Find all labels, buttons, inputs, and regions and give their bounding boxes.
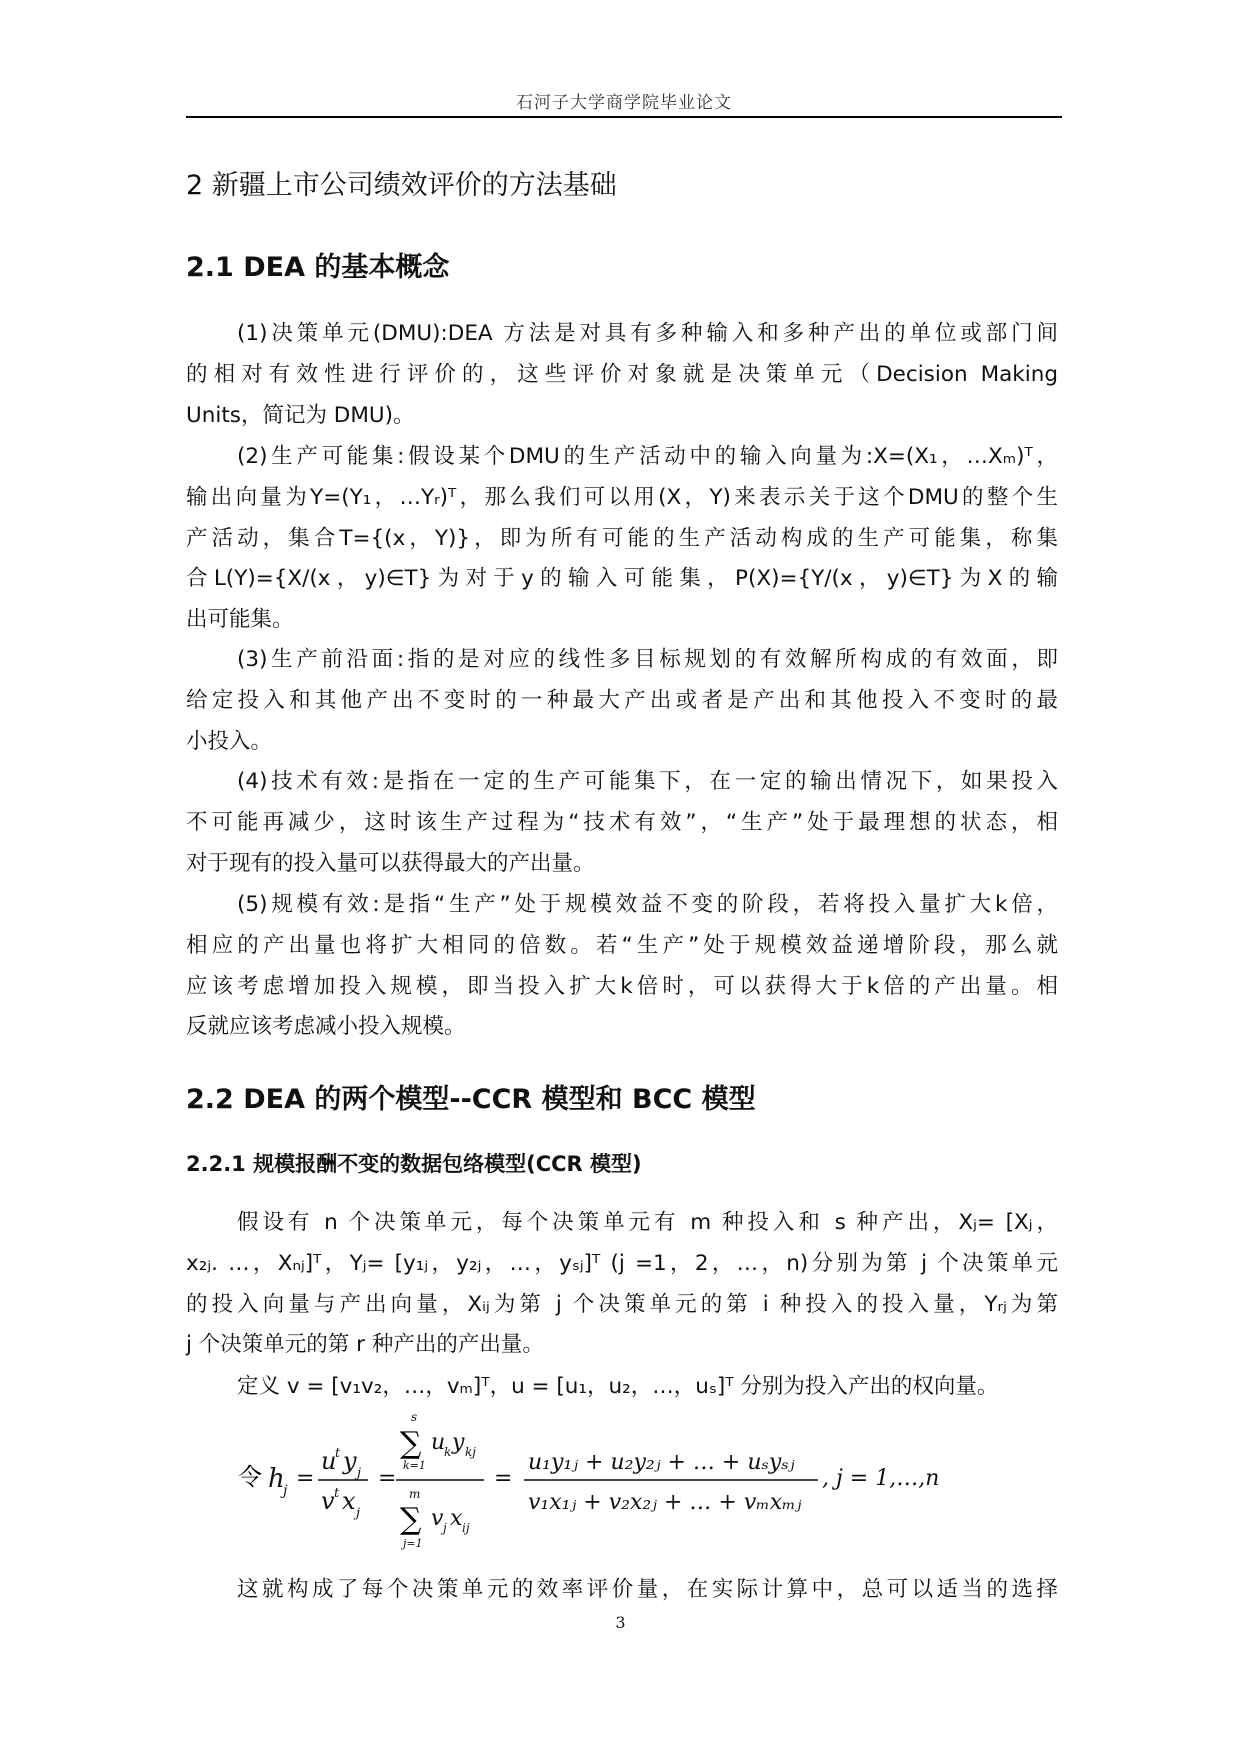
paragraph-weight-definition [186, 1367, 1058, 1408]
formula-y: y [343, 1447, 357, 1475]
paragraph-line: 反就应该考虑减小投入规模。 [186, 1014, 466, 1040]
sum-num-u: u [431, 1430, 446, 1455]
paragraph-line: j 个决策单元的第 r 种产出的产出量。 [186, 1332, 544, 1358]
formula-eq: = [296, 1466, 315, 1491]
formula-y-sub: j [357, 1466, 362, 1481]
sum-den-v: v [431, 1506, 444, 1531]
sum-den-j: j [443, 1521, 447, 1535]
sum-den-x: x [450, 1506, 463, 1531]
paragraph-line: 的投入向量与产出向量，Xᵢⱼ为第 j 个决策单元的第 i 种投入的投入量，Yᵣⱼ为第 [186, 1291, 1058, 1317]
paragraph-line: 应该考虑增加投入规模，即当投入扩大k倍时，可以获得大于k倍的产出量。相 [186, 973, 1058, 999]
paragraph-line: 出可能集。 [186, 607, 294, 633]
sum-num-kj: kj [465, 1445, 476, 1459]
paragraph-line: 的相对有效性进行评价的，这些评价对象就是决策单元（Decision Making [186, 361, 1058, 387]
sum-symbol-top: ∑ [400, 1426, 422, 1461]
paragraph-line: 这就构成了每个决策单元的效率评价量，在实际计算中，总可以适当的选择 [237, 1577, 1058, 1602]
running-header: 石河子大学商学院毕业论文 [516, 93, 732, 113]
paragraph-line: 对于现有的投入量可以获得最大的产出量。 [186, 850, 595, 876]
paragraph-line: 小投入。 [186, 728, 273, 754]
paragraph-line: 不可能再减少，这时该生产过程为“技术有效”，“生产”处于最理想的状态，相 [186, 809, 1058, 835]
paragraph-line: 给定投入和其他产出不变时的一种最大产出或者是产出和其他投入不变时的最 [186, 687, 1058, 713]
formula-u: u [321, 1447, 337, 1475]
sum-den-ij: ij [462, 1521, 470, 1535]
paragraph-line: (1)决策单元(DMU):DEA 方法是对具有多种输入和多种产出的单位或部门间 [237, 321, 1058, 346]
formula-prefix: 令 [238, 1463, 262, 1491]
section-2-heading: 2 新疆上市公司绩效评价的方法基础 [186, 170, 617, 201]
formula-x: x [342, 1487, 356, 1515]
paragraph-line: 相应的产出量也将扩大相同的倍数。若“生产”处于规模效益递增阶段，那么就 [186, 932, 1058, 958]
paragraph-line: (5)规模有效:是指“生产”处于规模效益不变的阶段，若将投入量扩大k倍， [237, 892, 1058, 917]
header-rule [186, 116, 1062, 118]
sum-top-upper: s [411, 1410, 418, 1424]
section-2-2-heading: 2.2 DEA 的两个模型--CCR 模型和 BCC 模型 [186, 1084, 756, 1115]
formula-eq-3: = [494, 1466, 513, 1491]
sum-bot-upper: m [409, 1487, 421, 1501]
paragraph-technical-efficiency [186, 762, 1058, 884]
paragraph-dmu [186, 314, 1058, 436]
sum-num-k: k [444, 1445, 452, 1459]
sum-bot-lower: j=1 [403, 1537, 423, 1550]
paragraph-ccr-assumption [186, 1203, 1058, 1366]
paragraph-line: (4)技术有效:是指在一定的生产可能集下，在一定的输出情况下，如果投入 [237, 769, 1058, 794]
formula-graphic [238, 1405, 1068, 1555]
formula-h: h [268, 1464, 285, 1494]
paragraph-line: 合L(Y)={X/(x，y)∈T}为对于y的输入可能集，P(X)={Y/(x，y)∈T}为X的输 [186, 566, 1058, 592]
section-2-2-1-heading: 2.2.1 规模报酬不变的数据包络模型(CCR 模型) [186, 1152, 642, 1176]
paragraph-line: 假设有 n 个决策单元，每个决策单元有 m 种投入和 s 种产出，Xⱼ= [Xⱼ， [237, 1210, 1058, 1235]
sum-symbol-bottom: ∑ [400, 1502, 422, 1537]
paragraph-line: (3)生产前沿面:指的是对应的线性多目标规划的有效解所构成的有效面，即 [237, 647, 1058, 672]
formula-t-sup-2: t [334, 1486, 340, 1501]
formula-tail: , j = 1,…,n [822, 1466, 940, 1491]
formula-t-sup: t [335, 1446, 341, 1461]
formula-eq-2: = [378, 1466, 397, 1491]
sum-top-lower: k=1 [403, 1459, 426, 1472]
formula-h-sub: j [283, 1483, 288, 1499]
paragraph-scale-efficiency [186, 885, 1058, 1048]
formula-x-sub: j [356, 1506, 361, 1521]
paragraph-evaluation [186, 1570, 1058, 1611]
paragraph-production-set [186, 437, 1058, 641]
section-2-1-heading: 2.1 DEA 的基本概念 [186, 252, 450, 283]
paragraph-line: 产活动，集合T={(x，Y)}，即为所有可能的生产活动构成的生产可能集，称集 [186, 525, 1058, 551]
sum-num-y: y [452, 1430, 465, 1455]
expanded-numerator: u₁y₁ⱼ + u₂y₂ⱼ + … + uₛyₛⱼ [528, 1450, 795, 1475]
paragraph-line: x₂ⱼ. …，Xₙⱼ]ᵀ，Yⱼ= [y₁ⱼ，y₂ⱼ，…，yₛⱼ]ᵀ (j =1，2，…，n)分别为第 j 个决策单元 [186, 1250, 1058, 1276]
efficiency-formula [238, 1405, 1068, 1555]
paragraph-frontier [186, 640, 1058, 762]
paragraph-line: 输出向量为Y=(Y₁，…Yᵣ)ᵀ，那么我们可以用(X，Y)来表示关于这个DMU的整个生 [186, 484, 1058, 510]
paragraph-line: 定义 v = [v₁v₂，…，vₘ]ᵀ，u = [u₁，u₂，…，uₛ]ᵀ 分别为投入产出的权向量。 [237, 1374, 999, 1399]
paragraph-line: Units，简记为 DMU)。 [186, 402, 415, 428]
expanded-denominator: v₁x₁ⱼ + v₂x₂ⱼ + … + vₘxₘⱼ [528, 1490, 802, 1515]
page-number: 3 [615, 1613, 626, 1632]
formula-v: v [321, 1487, 335, 1515]
paragraph-line: (2)生产可能集:假设某个DMU的生产活动中的输入向量为:X=(X₁，…Xₘ)ᵀ， [237, 444, 1058, 469]
